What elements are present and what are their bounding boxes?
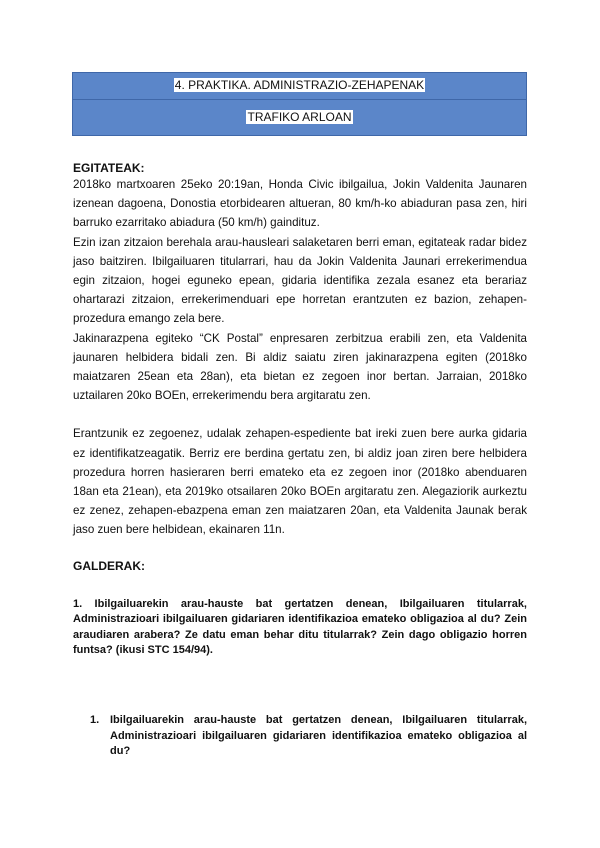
- question-1-repeated: Ibilgailuarekin arau-hauste bat gertatzen denean, Ibilgailuaren titularrak, Administrazioari ibilgailuaren gidariaren identifikazioa emateko obligazioa al du?: [110, 714, 527, 757]
- header-title-line-1: 4. PRAKTIKA. ADMINISTRAZIO-ZEHAPENAK: [174, 78, 425, 92]
- spacer: [73, 540, 527, 559]
- facts-paragraph-2: Ezin izan zitzaion berehala arau-hausleari salaketaren berri eman, egitateak radar bidez jaso baitziren. Ibilgailuaren titularrari, hau da Jokin Valdenita Jaunari errekerimendua egin zitzaion, hogei eguneko epean, gidaria identifika zezala esanez eta berariaz ohartarazi zitzaion, errekerimenduari epe horretan erantzuten ez bazion, zehapen-prozedura emango zela bere.: [73, 235, 527, 326]
- questions-heading: GALDERAK:: [73, 558, 145, 573]
- facts-paragraph-3: Jakinarazpena egiteko “CK Postal” enpresaren zerbitzua erabili zen, eta Valdenita jaunaren helbidera bidali zen. Bi aldiz saiatu ziren jakinarazpena egiten (2018ko maiatzaren 25ean eta 28an), eta bietan ez zegoen inor bertan. Jarraian, 2018ko uztailaren 20ko BOEn, errekerimendu bera argitaratu zen.: [73, 331, 527, 403]
- header-divider: [73, 99, 526, 100]
- question-list-item: [92, 713, 527, 760]
- spacer: [73, 573, 527, 597]
- header-title-line-2: TRAFIKO ARLOAN: [247, 110, 352, 124]
- question-1: 1. Ibilgailuarekin arau-hauste bat gertatzen denean, Ibilgailuaren titularrak, Administrazioari ibilgailuaren gidariaren identifikazioa emateko obligazioa al du? Zein araudiaren arabera? Ze datu eman behar ditu titularrak? Zein dago obligazio horren funtsa? (ikusi STC 154/94).: [73, 597, 527, 657]
- main-content: [73, 161, 527, 659]
- header-box: [72, 72, 527, 136]
- spacer: [73, 405, 527, 424]
- facts-paragraph-4: Erantzunik ez zegoenez, udalak zehapen-espediente bat ireki zuen bere aurka gidaria ez identifikatzeagatik. Berriz ere berdina gertatu zen, bi aldiz joan ziren bere helbidera prozedura horren hasieraren berri emateko eta ez zegoen inor (2018ko abenduaren 18an eta 21ean), eta 2019ko otsailaren 20ko BOEn argitaratu zen. Alegaziorik aurkeztu ez zenez, zehapen-ebazpena eman zen maiatzaren 20an, eta Valdenita Jaunak berak jaso zuen bere helbidean, ekainaren 11n.: [73, 427, 527, 537]
- facts-paragraph-1: 2018ko martxoaren 25eko 20:19an, Honda Civic ibilgailua, Jokin Valdenita Jaunaren izenean dagoena, Donostia etorbidearen altueran, 80 km/h-ko abiaduran pasa zen, hiri barruko ezarritako abiadura (50 km/h) gainditu​z.: [73, 178, 527, 230]
- facts-heading: EGITATEAK:: [73, 161, 145, 175]
- list-number: 1.: [90, 714, 100, 726]
